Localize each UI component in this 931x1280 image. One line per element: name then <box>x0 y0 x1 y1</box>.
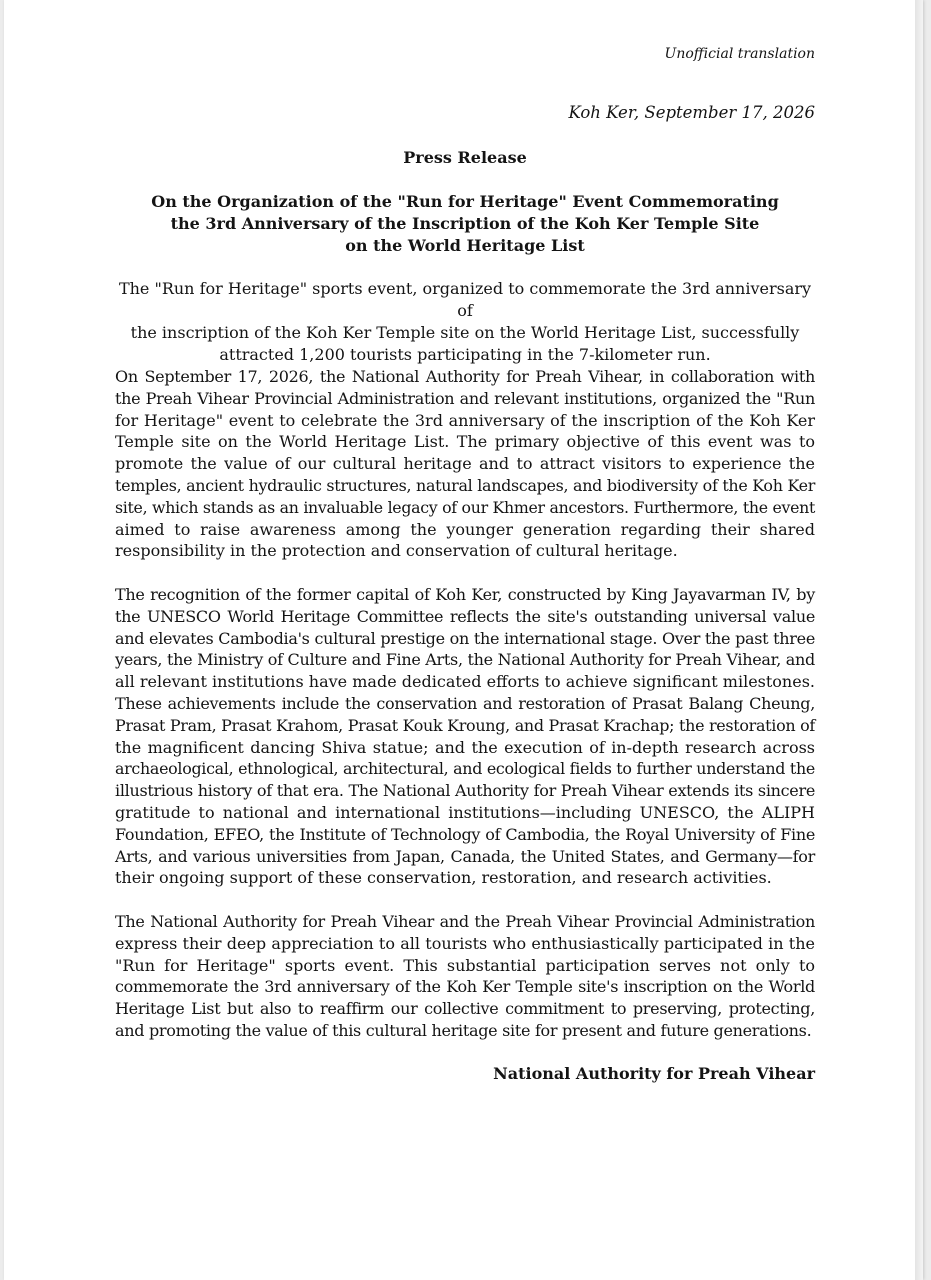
paragraph-line: and elevates Cambodia's cultural prestige on the international stage. Over the past three <box>115 628 815 648</box>
document-title <box>115 191 815 257</box>
paragraph-line: site, which stands as an invaluable legacy of our Khmer ancestors. Furthermore, the event <box>115 497 815 517</box>
lead-line: The "Run for Heritage" sports event, organized to commemorate the 3rd anniversary of <box>118 279 812 320</box>
paragraph-line: Foundation, EFEO, the Institute of Technology of Cambodia, the Royal University of Fine <box>115 824 815 844</box>
signature: National Authority for Preah Vihear <box>493 1064 815 1083</box>
translation-note: Unofficial translation <box>664 46 815 62</box>
paragraph-line: gratitude to national and international institutions—including UNESCO, the ALIPH <box>115 802 815 822</box>
title-line: on the World Heritage List <box>345 236 585 255</box>
paragraph-line: and promoting the value of this cultural heritage site for present and future generations. <box>115 1020 812 1040</box>
dateline: Koh Ker, September 17, 2026 <box>568 103 815 122</box>
paragraph-line: "Run for Heritage" sports event. This substantial participation serves not only to <box>115 955 815 975</box>
paragraph-line: Prasat Pram, Prasat Krahom, Prasat Kouk Kroung, and Prasat Krachap; the restoration of <box>115 715 815 735</box>
paragraph-line: The recognition of the former capital of Koh Ker, constructed by King Jayavarman IV, by <box>115 585 815 604</box>
lead-line: attracted 1,200 tourists participating in the 7-kilometer run. <box>219 345 711 364</box>
paragraph-line: the Preah Vihear Provincial Administration and relevant institutions, organized the "Run <box>115 388 815 408</box>
paragraph-line: aimed to raise awareness among the younger generation regarding their shared <box>115 519 815 539</box>
page-edge-shadow <box>915 0 923 1280</box>
paragraph-line: commemorate the 3rd anniversary of the Koh Ker Temple site's inscription on the World <box>115 977 815 997</box>
paragraph-line: express their deep appreciation to all tourists who enthusiastically participated in the <box>115 933 815 953</box>
paragraph-line: responsibility in the protection and conservation of cultural heritage. <box>115 541 678 561</box>
paragraph-line: Heritage List but also to reaffirm our collective commitment to preserving, protecting, <box>115 999 815 1019</box>
document-heading: Press Release <box>403 148 527 167</box>
paragraph-line: archaeological, ethnological, architectural, and ecological fields to further understand the <box>115 759 815 779</box>
paragraph-line: Temple site on the World Heritage List. The primary objective of this event was to <box>115 432 815 452</box>
body-paragraph-3 <box>115 911 815 1042</box>
paragraph-line: temples, ancient hydraulic structures, natural landscapes, and biodiversity of the Koh Ker <box>115 475 815 495</box>
paragraph-line: These achievements include the conservation and restoration of Prasat Balang Cheung, <box>115 693 815 713</box>
body-paragraph-2 <box>115 584 815 889</box>
title-line: the 3rd Anniversary of the Inscription of the Koh Ker Temple Site <box>170 214 760 233</box>
paragraph-line: the UNESCO World Heritage Committee reflects the site's outstanding universal value <box>115 606 815 626</box>
paragraph-line: The National Authority for Preah Vihear and the Preah Vihear Provincial Administration <box>115 912 815 931</box>
paragraph-line: the magnificent dancing Shiva statue; and the execution of in-depth research across <box>115 737 815 757</box>
document-page <box>4 0 923 1280</box>
paragraph-line: their ongoing support of these conservation, restoration, and research activities. <box>115 868 772 888</box>
paragraph-line: Arts, and various universities from Japan, Canada, the United States, and Germany—for <box>115 846 815 866</box>
paragraph-line: On September 17, 2026, the National Authority for Preah Vihear, in collaboration with <box>115 367 815 386</box>
paragraph-line: years, the Ministry of Culture and Fine Arts, the National Authority for Preah Vihear, and <box>115 650 815 670</box>
body-paragraph-1 <box>115 366 815 562</box>
lead-line: the inscription of the Koh Ker Temple site on the World Heritage List, successfully <box>130 323 800 342</box>
lead-summary <box>115 278 815 366</box>
paragraph-line: for Heritage" event to celebrate the 3rd anniversary of the inscription of the Koh Ker <box>115 410 815 430</box>
paragraph-line: illustrious history of that era. The National Authority for Preah Vihear extends its sincere <box>115 781 815 801</box>
title-line: On the Organization of the "Run for Heritage" Event Commemorating <box>151 192 779 211</box>
paragraph-line: all relevant institutions have made dedicated efforts to achieve significant milestones. <box>115 672 815 692</box>
paragraph-line: promote the value of our cultural heritage and to attract visitors to experience the <box>115 454 815 474</box>
